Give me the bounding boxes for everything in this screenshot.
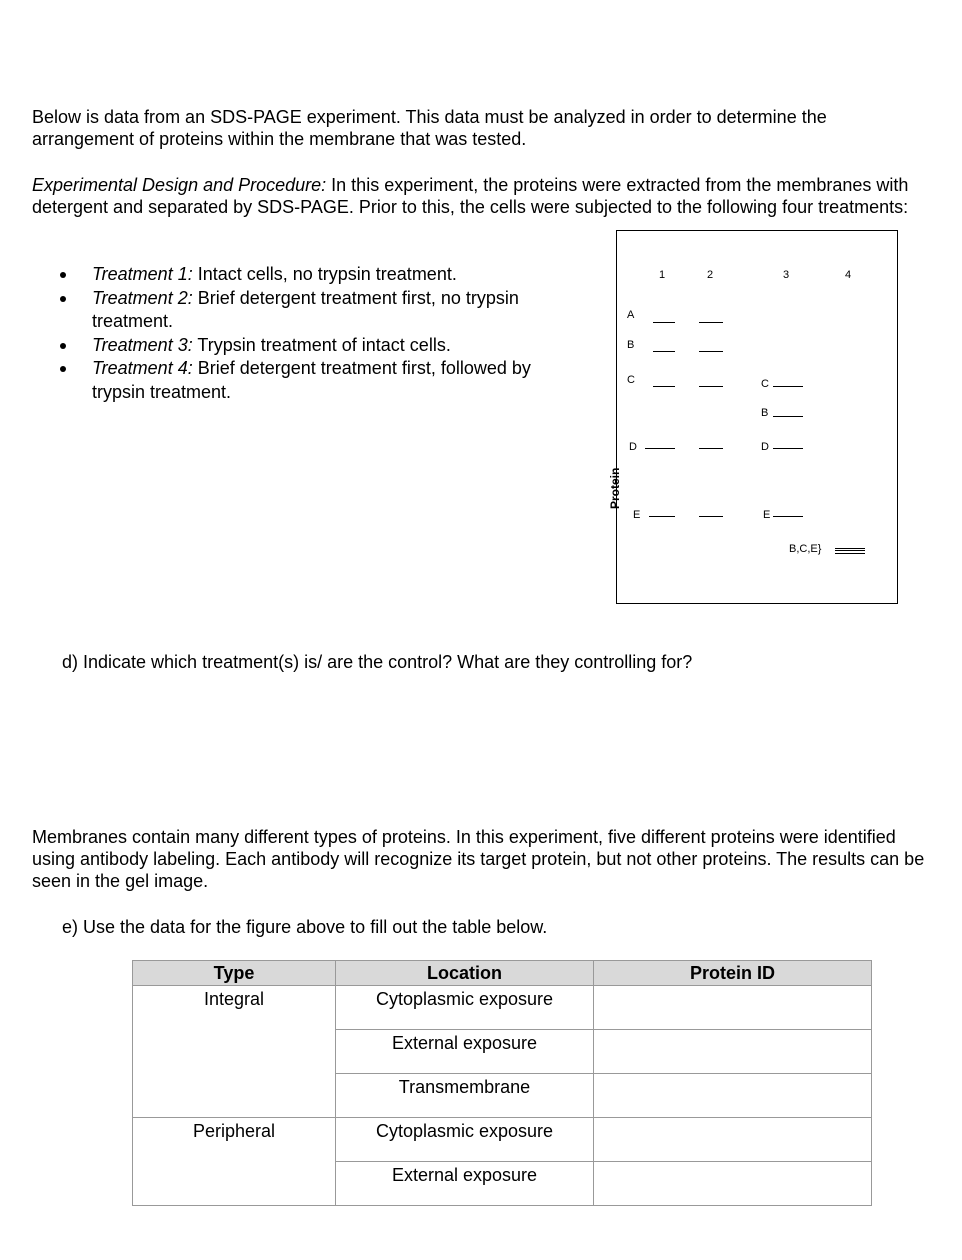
protein-id-cell[interactable]	[594, 1030, 872, 1074]
band-label: D	[761, 441, 769, 453]
list-item	[55, 357, 585, 404]
results-table	[132, 960, 872, 1206]
design-text: In this experiment, the proteins were extracted from the membranes with detergent and separated by SDS-PAGE. Prior to this, the cells were subjected to the following four treatments:	[32, 175, 909, 217]
table-row	[133, 1118, 872, 1162]
design-label: Experimental Design and Procedure:	[32, 175, 327, 195]
gel-band	[649, 516, 675, 517]
lane-number: 1	[659, 269, 666, 281]
band-label: C	[761, 378, 769, 390]
location-cell: Cytoplasmic exposure	[336, 986, 594, 1030]
list-item	[55, 263, 585, 287]
lane-number: 4	[845, 269, 852, 281]
membranes-paragraph: Membranes contain many different types of proteins. In this experiment, five different proteins were identified using antibody labeling. Each antibody will recognize its target protein, but not other proteins. The results can be seen in the gel image.	[32, 827, 925, 891]
band-label: E	[763, 509, 771, 521]
band-label: A	[627, 309, 635, 321]
band-label: B	[761, 407, 769, 419]
treatment-text: Trypsin treatment of intact cells.	[192, 334, 451, 355]
gel-band	[699, 448, 723, 449]
gel-band	[773, 386, 803, 387]
gel-figure	[608, 230, 898, 604]
list-item	[55, 334, 585, 358]
location-cell: Transmembrane	[336, 1074, 594, 1118]
table-header: Type	[133, 961, 336, 986]
band-label: E	[633, 509, 641, 521]
treatment-label: Treatment 3:	[92, 334, 193, 355]
protein-id-cell[interactable]	[594, 986, 872, 1030]
gel-band	[699, 386, 723, 387]
protein-id-cell[interactable]	[594, 1074, 872, 1118]
intro-paragraph: Below is data from an SDS-PAGE experiment. This data must be analyzed in order to determine the arrangement of proteins within the membrane that was tested.	[32, 107, 827, 149]
gel-band	[773, 516, 803, 517]
lane-number: 3	[783, 269, 790, 281]
gel-band	[653, 322, 675, 323]
question-e: e) Use the data for the figure above to fill out the table below.	[62, 917, 548, 937]
protein-id-cell[interactable]	[594, 1162, 872, 1206]
band-label: C	[627, 374, 635, 386]
type-cell: Peripheral	[133, 1118, 336, 1206]
gel-band	[773, 448, 803, 449]
lane-number: 2	[707, 269, 714, 281]
gel-axis-label: Protein	[608, 467, 622, 509]
list-item	[55, 287, 585, 334]
table-header: Protein ID	[594, 961, 872, 986]
location-cell: External exposure	[336, 1030, 594, 1074]
gel-band	[773, 416, 803, 417]
treatment-list	[55, 263, 585, 404]
gel-band	[835, 550, 865, 551]
design-paragraph	[32, 174, 932, 218]
treatment-text: Brief detergent treatment first, no trypsin treatment.	[92, 287, 519, 331]
gel-band	[699, 322, 723, 323]
gel-band	[653, 351, 675, 352]
lane4-label: B,C,E}	[789, 543, 822, 555]
gel-band	[699, 351, 723, 352]
treatment-label: Treatment 1:	[92, 264, 193, 284]
protein-id-cell[interactable]	[594, 1118, 872, 1162]
treatment-label: Treatment 2:	[92, 287, 193, 308]
treatment-label: Treatment 4:	[92, 358, 193, 378]
location-cell: External exposure	[336, 1162, 594, 1206]
question-d: d) Indicate which treatment(s) is/ are the control? What are they controlling for?	[62, 652, 693, 672]
treatment-text: Brief detergent treatment first, followed by trypsin treatment.	[92, 358, 531, 402]
band-label: D	[629, 441, 637, 453]
gel-band	[653, 386, 675, 387]
table-header-row	[133, 961, 872, 986]
gel-band	[699, 516, 723, 517]
gel-band	[835, 548, 865, 554]
gel-band	[645, 448, 675, 449]
treatment-text: Intact cells, no trypsin treatment.	[192, 264, 457, 284]
table-row	[133, 986, 872, 1030]
type-cell: Integral	[133, 986, 336, 1118]
location-cell: Cytoplasmic exposure	[336, 1118, 594, 1162]
band-label: B	[627, 339, 635, 351]
table-header: Location	[336, 961, 594, 986]
